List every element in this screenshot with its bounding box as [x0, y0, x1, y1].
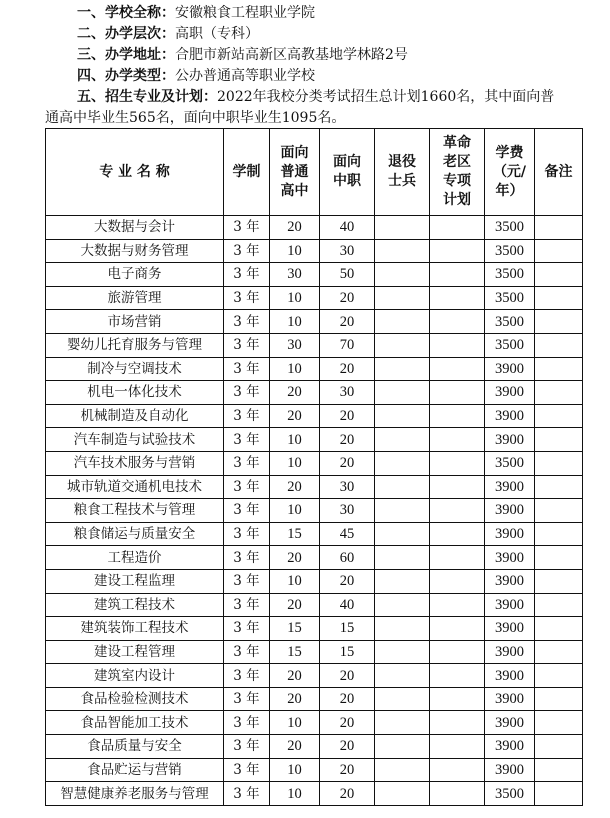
table-row [46, 687, 583, 711]
cell-major: 粮食工程技术与管理 [46, 499, 224, 523]
cell-note [535, 216, 583, 240]
school-name-line [77, 3, 315, 23]
cell-major: 旅游管理 [46, 286, 224, 310]
cell-vocational: 20 [320, 357, 375, 381]
table-row [46, 522, 583, 546]
cell-revolution [430, 640, 485, 664]
cell-revolution [430, 263, 485, 287]
cell-major: 食品智能加工技术 [46, 711, 224, 735]
cell-general: 20 [270, 546, 320, 570]
table-row [46, 239, 583, 263]
cell-duration: 3 年 [224, 381, 270, 405]
cell-veteran [375, 428, 430, 452]
header-note: 备注 [535, 129, 583, 216]
cell-revolution [430, 239, 485, 263]
cell-note [535, 711, 583, 735]
cell-vocational: 20 [320, 286, 375, 310]
cell-general: 15 [270, 640, 320, 664]
cell-general: 20 [270, 216, 320, 240]
header-major: 专 业 名 称 [46, 129, 224, 216]
cell-revolution [430, 475, 485, 499]
cell-note [535, 286, 583, 310]
cell-vocational: 30 [320, 475, 375, 499]
cell-revolution [430, 569, 485, 593]
cell-general: 20 [270, 664, 320, 688]
cell-veteran [375, 475, 430, 499]
cell-veteran [375, 569, 430, 593]
cell-duration: 3 年 [224, 664, 270, 688]
cell-duration: 3 年 [224, 687, 270, 711]
cell-revolution [430, 522, 485, 546]
cell-general: 10 [270, 286, 320, 310]
cell-revolution [430, 333, 485, 357]
cell-duration: 3 年 [224, 286, 270, 310]
cell-note [535, 475, 583, 499]
address-value: 合肥市新站高新区高教基地学林路2号 [175, 47, 408, 63]
cell-note [535, 451, 583, 475]
type-label: 四、办学类型： [77, 68, 175, 84]
cell-note [535, 593, 583, 617]
cell-fee: 3500 [485, 451, 535, 475]
cell-general: 20 [270, 404, 320, 428]
cell-duration: 3 年 [224, 782, 270, 806]
table-row [46, 593, 583, 617]
cell-major: 食品检验检测技术 [46, 687, 224, 711]
cell-veteran [375, 687, 430, 711]
enrollment-table [45, 128, 583, 806]
level-label: 二、办学层次： [77, 26, 175, 42]
cell-vocational: 20 [320, 451, 375, 475]
cell-major: 机械制造及自动化 [46, 404, 224, 428]
cell-general: 10 [270, 239, 320, 263]
cell-veteran [375, 593, 430, 617]
cell-fee: 3900 [485, 404, 535, 428]
cell-duration: 3 年 [224, 263, 270, 287]
cell-major: 建筑装饰工程技术 [46, 617, 224, 641]
cell-note [535, 499, 583, 523]
cell-revolution [430, 593, 485, 617]
cell-fee: 3500 [485, 263, 535, 287]
cell-revolution [430, 357, 485, 381]
cell-vocational: 20 [320, 782, 375, 806]
cell-veteran [375, 617, 430, 641]
cell-fee: 3900 [485, 546, 535, 570]
cell-duration: 3 年 [224, 404, 270, 428]
table-row [46, 428, 583, 452]
table-header-row [46, 129, 583, 216]
cell-general: 10 [270, 357, 320, 381]
cell-veteran [375, 357, 430, 381]
cell-vocational: 30 [320, 381, 375, 405]
cell-general: 30 [270, 263, 320, 287]
table-row [46, 357, 583, 381]
cell-major: 大数据与财务管理 [46, 239, 224, 263]
table-row [46, 546, 583, 570]
level-line [77, 24, 259, 44]
type-value: 公办普通高等职业学校 [175, 68, 315, 84]
cell-duration: 3 年 [224, 546, 270, 570]
cell-revolution [430, 451, 485, 475]
cell-general: 20 [270, 593, 320, 617]
cell-veteran [375, 286, 430, 310]
cell-vocational: 15 [320, 640, 375, 664]
cell-general: 10 [270, 711, 320, 735]
cell-vocational: 45 [320, 522, 375, 546]
table-row [46, 451, 583, 475]
cell-fee: 3500 [485, 782, 535, 806]
cell-fee: 3900 [485, 640, 535, 664]
cell-revolution [430, 310, 485, 334]
cell-veteran [375, 499, 430, 523]
cell-duration: 3 年 [224, 310, 270, 334]
cell-fee: 3900 [485, 428, 535, 452]
table-row [46, 216, 583, 240]
cell-general: 30 [270, 333, 320, 357]
cell-major: 食品贮运与营销 [46, 758, 224, 782]
cell-major: 粮食储运与质量安全 [46, 522, 224, 546]
cell-duration: 3 年 [224, 617, 270, 641]
address-line [77, 45, 408, 65]
cell-note [535, 640, 583, 664]
cell-major: 机电一体化技术 [46, 381, 224, 405]
cell-vocational: 20 [320, 687, 375, 711]
school-name-label: 一、学校全称： [77, 5, 175, 21]
cell-fee: 3900 [485, 617, 535, 641]
cell-note [535, 735, 583, 759]
cell-vocational: 20 [320, 569, 375, 593]
cell-note [535, 664, 583, 688]
cell-major: 工程造价 [46, 546, 224, 570]
cell-duration: 3 年 [224, 216, 270, 240]
cell-revolution [430, 381, 485, 405]
cell-fee: 3500 [485, 216, 535, 240]
cell-duration: 3 年 [224, 475, 270, 499]
cell-revolution [430, 758, 485, 782]
cell-duration: 3 年 [224, 569, 270, 593]
cell-veteran [375, 546, 430, 570]
cell-revolution [430, 735, 485, 759]
cell-veteran [375, 664, 430, 688]
cell-vocational: 30 [320, 499, 375, 523]
cell-duration: 3 年 [224, 451, 270, 475]
cell-duration: 3 年 [224, 428, 270, 452]
cell-vocational: 50 [320, 263, 375, 287]
cell-note [535, 428, 583, 452]
cell-fee: 3500 [485, 310, 535, 334]
cell-vocational: 40 [320, 216, 375, 240]
cell-duration: 3 年 [224, 499, 270, 523]
cell-veteran [375, 381, 430, 405]
plan-line [77, 87, 554, 107]
cell-note [535, 404, 583, 428]
cell-revolution [430, 687, 485, 711]
table-row [46, 735, 583, 759]
level-value: 高职（专科） [175, 26, 259, 42]
type-line [77, 66, 315, 86]
cell-fee: 3900 [485, 569, 535, 593]
table-row [46, 664, 583, 688]
cell-vocational: 20 [320, 664, 375, 688]
cell-veteran [375, 310, 430, 334]
cell-major: 建筑工程技术 [46, 593, 224, 617]
cell-note [535, 381, 583, 405]
cell-revolution [430, 428, 485, 452]
table-row [46, 758, 583, 782]
cell-major: 城市轨道交通机电技术 [46, 475, 224, 499]
cell-fee: 3900 [485, 664, 535, 688]
cell-major: 汽车制造与试验技术 [46, 428, 224, 452]
table-row [46, 475, 583, 499]
cell-fee: 3900 [485, 357, 535, 381]
cell-note [535, 333, 583, 357]
cell-revolution [430, 404, 485, 428]
cell-fee: 3900 [485, 687, 535, 711]
cell-duration: 3 年 [224, 735, 270, 759]
cell-major: 婴幼儿托育服务与管理 [46, 333, 224, 357]
cell-major: 食品质量与安全 [46, 735, 224, 759]
cell-general: 15 [270, 617, 320, 641]
cell-duration: 3 年 [224, 333, 270, 357]
cell-veteran [375, 239, 430, 263]
cell-vocational: 20 [320, 711, 375, 735]
cell-general: 15 [270, 522, 320, 546]
table-row [46, 310, 583, 334]
header-veteran: 退役士兵 [375, 129, 430, 216]
cell-general: 10 [270, 451, 320, 475]
cell-major: 建设工程监理 [46, 569, 224, 593]
header-revolution: 革命老区专项计划 [430, 129, 485, 216]
cell-veteran [375, 451, 430, 475]
header-duration: 学制 [224, 129, 270, 216]
table-row [46, 263, 583, 287]
cell-general: 10 [270, 499, 320, 523]
table-row [46, 640, 583, 664]
cell-veteran [375, 522, 430, 546]
header-vocational: 面向中职 [320, 129, 375, 216]
cell-revolution [430, 286, 485, 310]
cell-general: 10 [270, 782, 320, 806]
cell-general: 10 [270, 310, 320, 334]
cell-fee: 3900 [485, 522, 535, 546]
table-row [46, 286, 583, 310]
cell-veteran [375, 263, 430, 287]
cell-fee: 3900 [485, 758, 535, 782]
cell-fee: 3500 [485, 239, 535, 263]
cell-general: 10 [270, 569, 320, 593]
cell-note [535, 617, 583, 641]
cell-fee: 3500 [485, 333, 535, 357]
cell-vocational: 70 [320, 333, 375, 357]
table-row [46, 381, 583, 405]
cell-revolution [430, 216, 485, 240]
cell-note [535, 758, 583, 782]
cell-revolution [430, 664, 485, 688]
cell-note [535, 357, 583, 381]
cell-fee: 3500 [485, 286, 535, 310]
cell-major: 大数据与会计 [46, 216, 224, 240]
cell-revolution [430, 711, 485, 735]
cell-veteran [375, 782, 430, 806]
cell-revolution [430, 782, 485, 806]
cell-general: 20 [270, 735, 320, 759]
cell-fee: 3900 [485, 381, 535, 405]
cell-veteran [375, 216, 430, 240]
address-label: 三、办学地址： [77, 47, 175, 63]
cell-major: 市场营销 [46, 310, 224, 334]
cell-duration: 3 年 [224, 758, 270, 782]
cell-vocational: 60 [320, 546, 375, 570]
cell-major: 汽车技术服务与营销 [46, 451, 224, 475]
cell-veteran [375, 404, 430, 428]
plan-label: 五、招生专业及计划： [77, 89, 217, 105]
cell-fee: 3900 [485, 735, 535, 759]
cell-vocational: 20 [320, 428, 375, 452]
cell-revolution [430, 546, 485, 570]
cell-note [535, 782, 583, 806]
cell-note [535, 569, 583, 593]
table-row [46, 617, 583, 641]
cell-general: 20 [270, 475, 320, 499]
table-row [46, 404, 583, 428]
cell-fee: 3900 [485, 499, 535, 523]
cell-general: 20 [270, 687, 320, 711]
cell-note [535, 310, 583, 334]
cell-duration: 3 年 [224, 640, 270, 664]
cell-major: 建设工程管理 [46, 640, 224, 664]
plan-text-1: 2022年我校分类考试招生总计划1660名，其中面向普 [217, 89, 555, 105]
cell-vocational: 40 [320, 593, 375, 617]
table-row [46, 569, 583, 593]
cell-vocational: 15 [320, 617, 375, 641]
cell-veteran [375, 333, 430, 357]
cell-vocational: 20 [320, 758, 375, 782]
header-general: 面向普通高中 [270, 129, 320, 216]
table-row [46, 711, 583, 735]
cell-note [535, 239, 583, 263]
cell-note [535, 546, 583, 570]
cell-vocational: 20 [320, 404, 375, 428]
cell-fee: 3900 [485, 475, 535, 499]
cell-duration: 3 年 [224, 711, 270, 735]
cell-veteran [375, 640, 430, 664]
table-row [46, 499, 583, 523]
cell-major: 制冷与空调技术 [46, 357, 224, 381]
cell-vocational: 30 [320, 239, 375, 263]
cell-note [535, 263, 583, 287]
header-fee: 学费（元/年） [485, 129, 535, 216]
cell-veteran [375, 735, 430, 759]
table-row [46, 333, 583, 357]
cell-veteran [375, 758, 430, 782]
cell-note [535, 687, 583, 711]
cell-note [535, 522, 583, 546]
cell-fee: 3900 [485, 593, 535, 617]
cell-vocational: 20 [320, 310, 375, 334]
cell-general: 10 [270, 428, 320, 452]
table-row [46, 782, 583, 806]
school-name-value: 安徽粮食工程职业学院 [175, 5, 315, 21]
cell-duration: 3 年 [224, 593, 270, 617]
plan-text-2: 通高中毕业生565名，面向中职毕业生1095名。 [45, 110, 346, 126]
cell-duration: 3 年 [224, 522, 270, 546]
cell-fee: 3900 [485, 711, 535, 735]
cell-general: 10 [270, 758, 320, 782]
cell-major: 建筑室内设计 [46, 664, 224, 688]
cell-duration: 3 年 [224, 239, 270, 263]
cell-revolution [430, 499, 485, 523]
cell-major: 电子商务 [46, 263, 224, 287]
cell-veteran [375, 711, 430, 735]
cell-vocational: 20 [320, 735, 375, 759]
cell-revolution [430, 617, 485, 641]
cell-general: 20 [270, 381, 320, 405]
cell-duration: 3 年 [224, 357, 270, 381]
plan-line-2 [45, 108, 345, 128]
cell-major: 智慧健康养老服务与管理 [46, 782, 224, 806]
